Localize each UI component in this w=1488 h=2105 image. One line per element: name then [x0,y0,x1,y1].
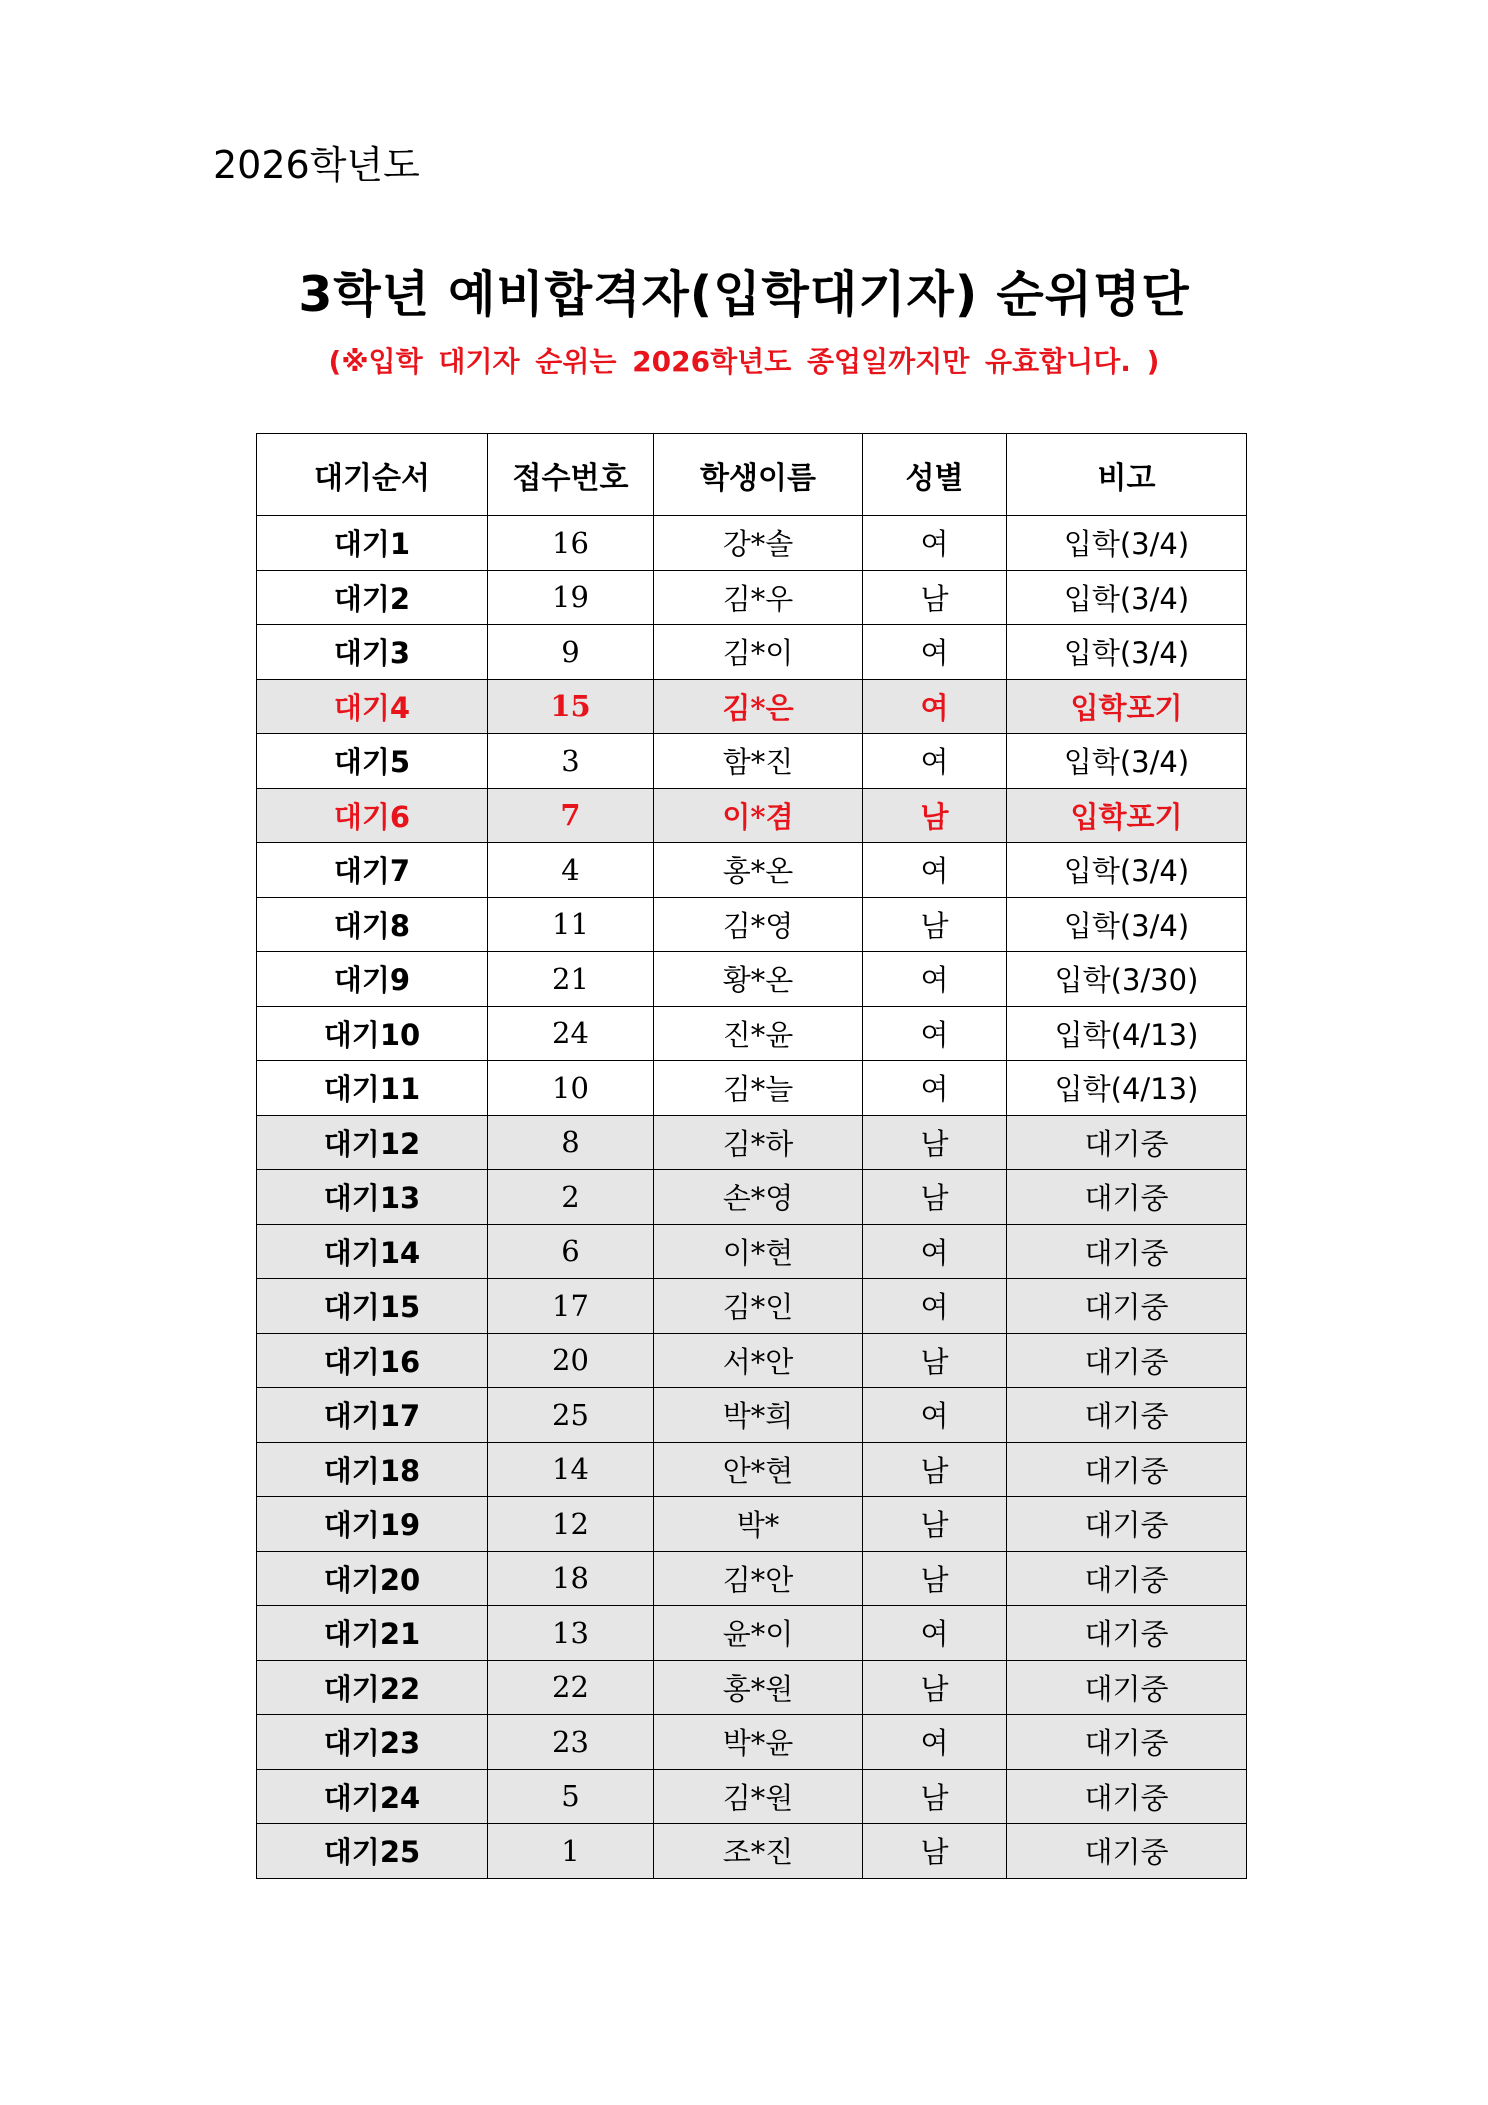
cell-gender: 여 [863,1715,1007,1770]
cell-gender: 여 [863,1388,1007,1443]
cell-rank: 대기2 [257,570,488,625]
cell-note: 대기중 [1007,1551,1247,1606]
cell-gender: 남 [863,1551,1007,1606]
cell-rank: 대기19 [257,1497,488,1552]
cell-number: 15 [488,679,654,734]
cell-note: 대기중 [1007,1224,1247,1279]
cell-name: 조*진 [654,1824,863,1879]
table-row [257,734,1247,789]
column-header-rank: 대기순서 [257,434,488,516]
column-header-note: 비고 [1007,434,1247,516]
cell-rank: 대기4 [257,679,488,734]
cell-number: 1 [488,1824,654,1879]
cell-number: 22 [488,1660,654,1715]
cell-name: 홍*온 [654,843,863,898]
cell-number: 17 [488,1279,654,1334]
cell-note: 대기중 [1007,1497,1247,1552]
cell-note: 대기중 [1007,1388,1247,1443]
cell-rank: 대기14 [257,1224,488,1279]
table-row [257,897,1247,952]
cell-rank: 대기6 [257,788,488,843]
cell-name: 홍*원 [654,1660,863,1715]
cell-rank: 대기24 [257,1769,488,1824]
cell-note: 대기중 [1007,1333,1247,1388]
cell-gender: 여 [863,625,1007,680]
cell-gender: 여 [863,516,1007,571]
cell-rank: 대기12 [257,1115,488,1170]
cell-name: 황*온 [654,952,863,1007]
cell-gender: 여 [863,1061,1007,1116]
page-title: 3학년 예비합격자(입학대기자) 순위명단 [298,266,1190,323]
school-year: 2026학년도 [213,143,420,187]
cell-number: 8 [488,1115,654,1170]
cell-note: 대기중 [1007,1279,1247,1334]
table-row [257,1224,1247,1279]
cell-name: 김*우 [654,570,863,625]
cell-note: 입학(3/4) [1007,516,1247,571]
cell-note: 대기중 [1007,1442,1247,1497]
cell-number: 20 [488,1333,654,1388]
cell-gender: 남 [863,570,1007,625]
cell-name: 박*윤 [654,1715,863,1770]
table-row [257,1333,1247,1388]
cell-note: 입학(3/4) [1007,625,1247,680]
cell-number: 14 [488,1442,654,1497]
cell-name: 강*솔 [654,516,863,571]
cell-name: 이*겸 [654,788,863,843]
table-row [257,570,1247,625]
cell-name: 김*영 [654,897,863,952]
cell-number: 23 [488,1715,654,1770]
cell-gender: 남 [863,1824,1007,1879]
cell-note: 입학(4/13) [1007,1006,1247,1061]
cell-gender: 남 [863,1333,1007,1388]
cell-note: 입학포기 [1007,679,1247,734]
cell-number: 2 [488,1170,654,1225]
table-row [257,1769,1247,1824]
cell-gender: 여 [863,734,1007,789]
cell-name: 김*안 [654,1551,863,1606]
cell-note: 입학포기 [1007,788,1247,843]
cell-gender: 남 [863,1115,1007,1170]
validity-notice: (※입학 대기자 순위는 2026학년도 종업일까지만 유효합니다. ) [328,345,1160,378]
table-body [257,516,1247,1879]
cell-name: 이*현 [654,1224,863,1279]
cell-note: 입학(3/4) [1007,897,1247,952]
cell-number: 19 [488,570,654,625]
cell-note: 입학(3/4) [1007,843,1247,898]
cell-name: 손*영 [654,1170,863,1225]
table-row [257,1660,1247,1715]
cell-rank: 대기7 [257,843,488,898]
column-header-number: 접수번호 [488,434,654,516]
table-row [257,679,1247,734]
cell-name: 진*윤 [654,1006,863,1061]
table-row [257,1170,1247,1225]
column-header-gender: 성별 [863,434,1007,516]
table-row [257,1388,1247,1443]
cell-gender: 남 [863,1497,1007,1552]
cell-note: 대기중 [1007,1606,1247,1661]
cell-number: 7 [488,788,654,843]
table-row [257,1115,1247,1170]
table-row [257,1442,1247,1497]
cell-rank: 대기25 [257,1824,488,1879]
cell-number: 5 [488,1769,654,1824]
cell-rank: 대기3 [257,625,488,680]
cell-name: 김*은 [654,679,863,734]
cell-note: 입학(3/30) [1007,952,1247,1007]
cell-note: 대기중 [1007,1715,1247,1770]
cell-number: 13 [488,1606,654,1661]
cell-gender: 남 [863,1660,1007,1715]
cell-name: 윤*이 [654,1606,863,1661]
cell-gender: 남 [863,1442,1007,1497]
cell-number: 18 [488,1551,654,1606]
cell-gender: 여 [863,1279,1007,1334]
table-row [257,1061,1247,1116]
cell-name: 박* [654,1497,863,1552]
cell-number: 3 [488,734,654,789]
table-row [257,1824,1247,1879]
waitlist-table [256,433,1247,1879]
cell-gender: 여 [863,679,1007,734]
cell-note: 입학(3/4) [1007,570,1247,625]
cell-rank: 대기18 [257,1442,488,1497]
cell-name: 서*안 [654,1333,863,1388]
table-row [257,788,1247,843]
cell-rank: 대기22 [257,1660,488,1715]
cell-name: 김*인 [654,1279,863,1334]
cell-name: 김*원 [654,1769,863,1824]
cell-number: 4 [488,843,654,898]
cell-rank: 대기17 [257,1388,488,1443]
cell-number: 6 [488,1224,654,1279]
cell-number: 16 [488,516,654,571]
cell-note: 입학(4/13) [1007,1061,1247,1116]
table-row [257,1279,1247,1334]
cell-rank: 대기9 [257,952,488,1007]
cell-rank: 대기10 [257,1006,488,1061]
cell-name: 김*이 [654,625,863,680]
cell-number: 12 [488,1497,654,1552]
table-row [257,843,1247,898]
cell-rank: 대기13 [257,1170,488,1225]
table-row [257,516,1247,571]
cell-gender: 여 [863,843,1007,898]
cell-note: 대기중 [1007,1115,1247,1170]
cell-number: 9 [488,625,654,680]
cell-name: 김*늘 [654,1061,863,1116]
cell-gender: 여 [863,952,1007,1007]
cell-rank: 대기1 [257,516,488,571]
cell-number: 24 [488,1006,654,1061]
cell-name: 안*현 [654,1442,863,1497]
cell-gender: 남 [863,1769,1007,1824]
cell-number: 10 [488,1061,654,1116]
cell-name: 김*하 [654,1115,863,1170]
cell-gender: 여 [863,1224,1007,1279]
table-row [257,625,1247,680]
cell-name: 함*진 [654,734,863,789]
cell-rank: 대기11 [257,1061,488,1116]
cell-gender: 남 [863,788,1007,843]
table-header-row [257,434,1247,516]
cell-rank: 대기8 [257,897,488,952]
cell-rank: 대기15 [257,1279,488,1334]
table-row [257,1606,1247,1661]
cell-name: 박*희 [654,1388,863,1443]
column-header-name: 학생이름 [654,434,863,516]
cell-number: 11 [488,897,654,952]
cell-rank: 대기21 [257,1606,488,1661]
cell-number: 21 [488,952,654,1007]
cell-gender: 여 [863,1006,1007,1061]
cell-note: 대기중 [1007,1769,1247,1824]
cell-gender: 여 [863,1606,1007,1661]
cell-note: 입학(3/4) [1007,734,1247,789]
cell-gender: 남 [863,1170,1007,1225]
table-row [257,1715,1247,1770]
cell-note: 대기중 [1007,1660,1247,1715]
cell-rank: 대기23 [257,1715,488,1770]
table-row [257,1006,1247,1061]
cell-rank: 대기5 [257,734,488,789]
table-row [257,1497,1247,1552]
cell-note: 대기중 [1007,1824,1247,1879]
cell-note: 대기중 [1007,1170,1247,1225]
table-row [257,952,1247,1007]
table-row [257,1551,1247,1606]
cell-rank: 대기20 [257,1551,488,1606]
cell-number: 25 [488,1388,654,1443]
cell-gender: 남 [863,897,1007,952]
cell-rank: 대기16 [257,1333,488,1388]
